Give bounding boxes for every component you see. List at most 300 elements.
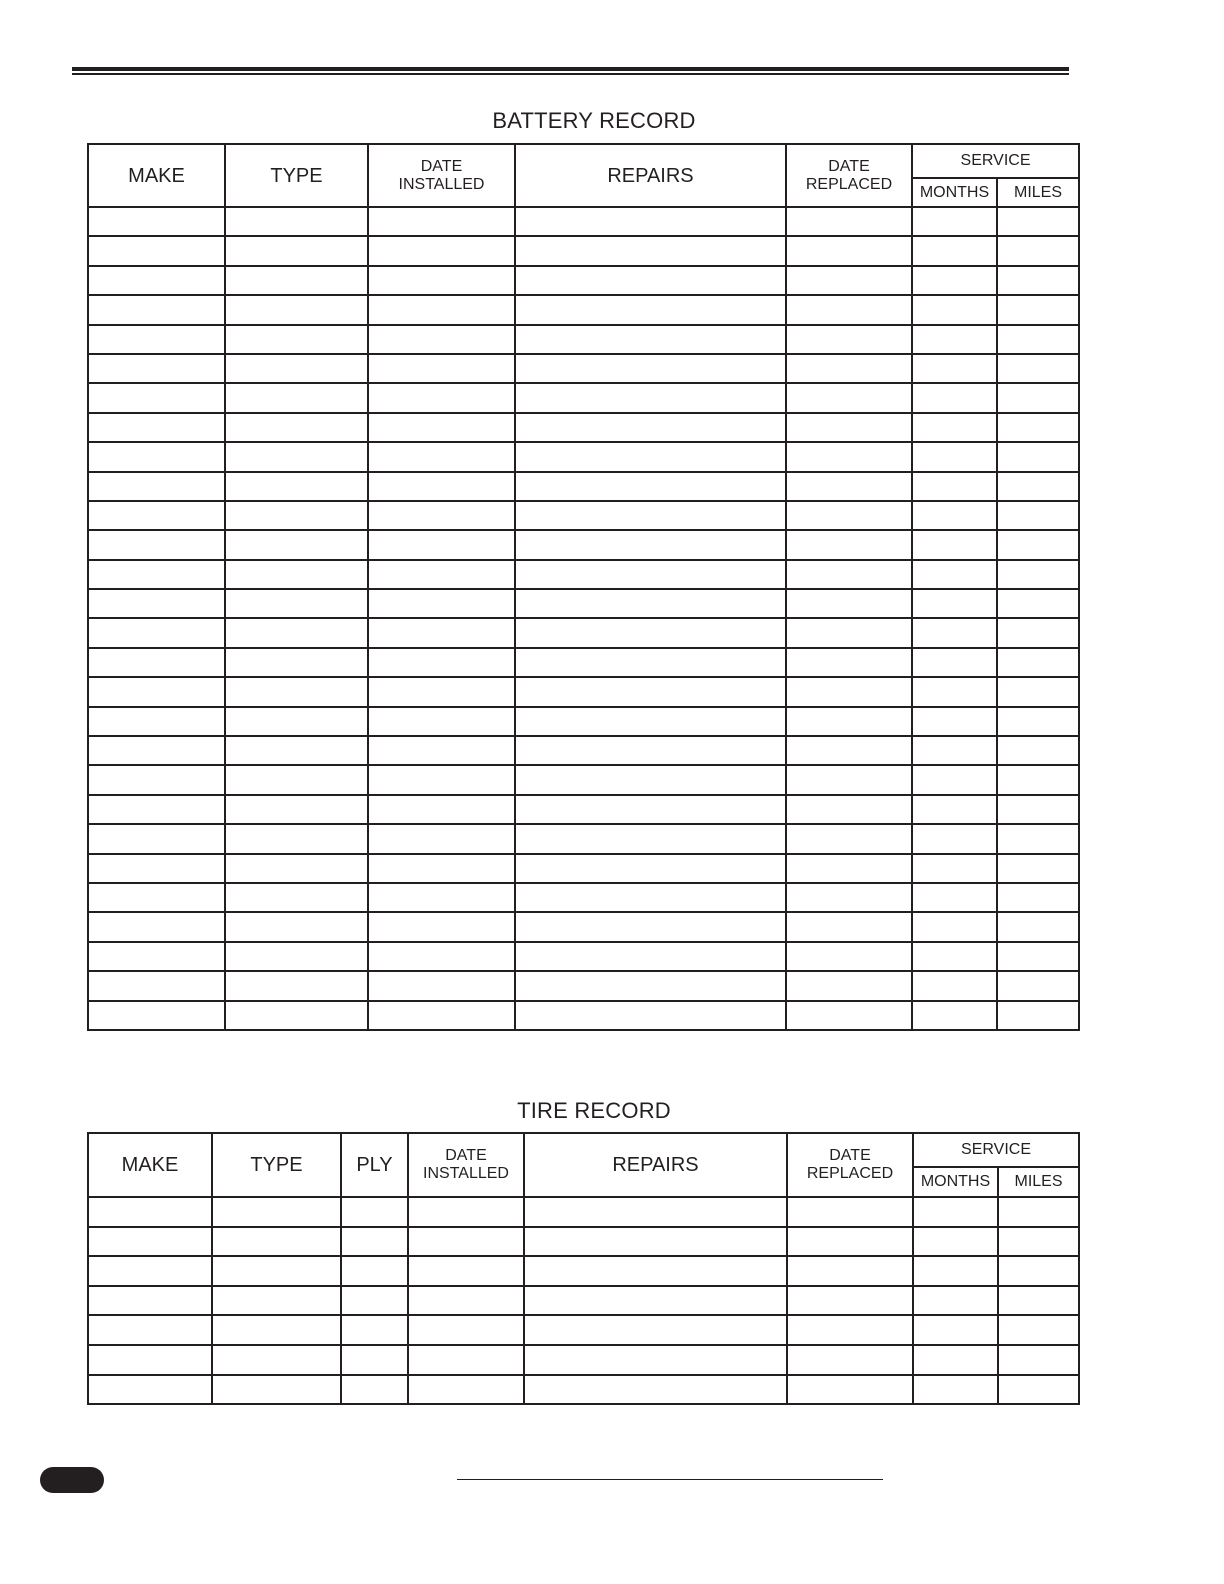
- battery-record-cell[interactable]: [912, 883, 997, 912]
- tire-record-cell[interactable]: [408, 1345, 524, 1375]
- tire-record-cell[interactable]: [408, 1227, 524, 1257]
- tire-record-cell[interactable]: [787, 1256, 913, 1286]
- battery-col-date-replaced-line1: DATE: [828, 157, 870, 175]
- battery-record-cell[interactable]: [786, 354, 912, 383]
- battery-record-cell[interactable]: [912, 236, 997, 265]
- battery-record-cell[interactable]: [88, 472, 225, 501]
- battery-record-cell[interactable]: [786, 824, 912, 853]
- battery-record-cell[interactable]: [786, 765, 912, 794]
- battery-record-cell[interactable]: [786, 207, 912, 236]
- battery-record-cell[interactable]: [515, 589, 786, 618]
- tire-record-cell[interactable]: [998, 1345, 1079, 1375]
- tire-record-cell[interactable]: [524, 1286, 787, 1316]
- battery-record-cell[interactable]: [786, 295, 912, 324]
- battery-record-row: [88, 589, 1079, 618]
- battery-record-cell[interactable]: [786, 707, 912, 736]
- battery-record-cell[interactable]: [515, 383, 786, 412]
- battery-record-cell[interactable]: [912, 677, 997, 706]
- battery-record-cell[interactable]: [997, 1001, 1079, 1030]
- battery-record-cell[interactable]: [88, 677, 225, 706]
- battery-record-cell[interactable]: [368, 912, 515, 941]
- battery-record-row: [88, 236, 1079, 265]
- tire-record-cell[interactable]: [341, 1256, 408, 1286]
- battery-record-cell[interactable]: [786, 912, 912, 941]
- battery-record-cell[interactable]: [912, 472, 997, 501]
- top-rule-thin: [72, 73, 1069, 75]
- battery-record-row: [88, 325, 1079, 354]
- battery-record-cell[interactable]: [368, 266, 515, 295]
- battery-record-cell[interactable]: [368, 854, 515, 883]
- battery-record-cell[interactable]: [786, 383, 912, 412]
- battery-record-cell[interactable]: [88, 530, 225, 559]
- battery-record-cell[interactable]: [786, 883, 912, 912]
- battery-record-cell[interactable]: [912, 295, 997, 324]
- battery-record-cell[interactable]: [912, 795, 997, 824]
- battery-record-cell[interactable]: [225, 442, 368, 471]
- tire-record-cell[interactable]: [913, 1375, 998, 1405]
- battery-record-cell[interactable]: [997, 795, 1079, 824]
- battery-record-row: [88, 971, 1079, 1000]
- battery-record-cell[interactable]: [225, 883, 368, 912]
- battery-record-cell[interactable]: [515, 472, 786, 501]
- battery-record-row: [88, 883, 1079, 912]
- battery-record-cell[interactable]: [88, 736, 225, 765]
- battery-record-cell[interactable]: [88, 942, 225, 971]
- battery-record-cell[interactable]: [88, 765, 225, 794]
- tire-record-cell[interactable]: [998, 1227, 1079, 1257]
- battery-record-cell[interactable]: [368, 736, 515, 765]
- tire-record-cell[interactable]: [524, 1345, 787, 1375]
- battery-record-cell[interactable]: [997, 530, 1079, 559]
- battery-record-cell[interactable]: [88, 618, 225, 647]
- tire-record-cell[interactable]: [341, 1315, 408, 1345]
- battery-record-cell[interactable]: [912, 707, 997, 736]
- battery-record-cell[interactable]: [225, 1001, 368, 1030]
- battery-record-cell[interactable]: [786, 618, 912, 647]
- battery-record-cell[interactable]: [515, 707, 786, 736]
- battery-record-cell[interactable]: [786, 971, 912, 1000]
- battery-record-cell[interactable]: [515, 883, 786, 912]
- tire-record-cell[interactable]: [212, 1227, 341, 1257]
- tire-record-cell[interactable]: [524, 1315, 787, 1345]
- battery-record-cell[interactable]: [912, 530, 997, 559]
- battery-record-cell[interactable]: [997, 560, 1079, 589]
- battery-record-cell[interactable]: [368, 883, 515, 912]
- battery-record-row: [88, 295, 1079, 324]
- battery-record-cell[interactable]: [515, 854, 786, 883]
- tire-record-cell[interactable]: [341, 1197, 408, 1227]
- tire-record-cell[interactable]: [524, 1256, 787, 1286]
- battery-record-cell[interactable]: [515, 971, 786, 1000]
- tire-col-date-installed-line1: DATE: [445, 1147, 487, 1165]
- battery-record-cell[interactable]: [997, 883, 1079, 912]
- battery-record-cell[interactable]: [515, 354, 786, 383]
- tire-record-cell[interactable]: [524, 1227, 787, 1257]
- battery-record-row: [88, 736, 1079, 765]
- tire-record-cell[interactable]: [408, 1256, 524, 1286]
- battery-record-cell[interactable]: [515, 501, 786, 530]
- tire-record-cell[interactable]: [341, 1375, 408, 1405]
- tire-record-cell[interactable]: [787, 1227, 913, 1257]
- battery-record-cell[interactable]: [997, 295, 1079, 324]
- tire-record-cell[interactable]: [88, 1375, 212, 1405]
- battery-record-cell[interactable]: [88, 912, 225, 941]
- battery-record-cell[interactable]: [88, 589, 225, 618]
- footer-rule: [457, 1479, 883, 1480]
- battery-record-cell[interactable]: [515, 236, 786, 265]
- battery-record-cell[interactable]: [368, 207, 515, 236]
- tire-record-cell[interactable]: [88, 1286, 212, 1316]
- battery-record-cell[interactable]: [368, 648, 515, 677]
- tire-col-months: MONTHS: [913, 1167, 998, 1197]
- battery-record-row: [88, 413, 1079, 442]
- battery-record-cell[interactable]: [368, 295, 515, 324]
- battery-record-row: [88, 618, 1079, 647]
- tire-record-cell[interactable]: [212, 1375, 341, 1405]
- tire-record-cell[interactable]: [341, 1227, 408, 1257]
- battery-record-cell[interactable]: [368, 501, 515, 530]
- tire-record-row: [88, 1286, 1079, 1316]
- tire-col-date-replaced-line1: DATE: [829, 1147, 871, 1165]
- battery-record-cell[interactable]: [786, 530, 912, 559]
- battery-col-date-installed: [368, 144, 515, 207]
- tire-col-date-installed-line2: INSTALLED: [423, 1165, 509, 1182]
- battery-record-cell[interactable]: [912, 765, 997, 794]
- battery-record-cell[interactable]: [912, 383, 997, 412]
- battery-record-cell[interactable]: [997, 442, 1079, 471]
- tire-record-cell[interactable]: [212, 1345, 341, 1375]
- battery-record-cell[interactable]: [515, 266, 786, 295]
- battery-record-cell[interactable]: [368, 971, 515, 1000]
- battery-record-cell[interactable]: [997, 207, 1079, 236]
- battery-record-cell[interactable]: [912, 824, 997, 853]
- battery-record-cell[interactable]: [88, 560, 225, 589]
- tire-record-cell[interactable]: [212, 1256, 341, 1286]
- battery-record-cell[interactable]: [786, 236, 912, 265]
- battery-record-cell[interactable]: [515, 736, 786, 765]
- battery-col-miles: MILES: [997, 178, 1079, 207]
- battery-record-cell[interactable]: [225, 207, 368, 236]
- tire-record-cell[interactable]: [408, 1286, 524, 1316]
- battery-record-cell[interactable]: [515, 618, 786, 647]
- battery-record-cell[interactable]: [88, 325, 225, 354]
- battery-record-cell[interactable]: [225, 677, 368, 706]
- battery-record-cell[interactable]: [786, 942, 912, 971]
- battery-record-cell[interactable]: [225, 618, 368, 647]
- tire-record-cell[interactable]: [913, 1197, 998, 1227]
- battery-record-cell[interactable]: [997, 648, 1079, 677]
- battery-record-cell[interactable]: [515, 207, 786, 236]
- battery-record-cell[interactable]: [786, 560, 912, 589]
- battery-record-row: [88, 354, 1079, 383]
- battery-record-cell[interactable]: [225, 236, 368, 265]
- battery-record-row: [88, 530, 1079, 559]
- tire-record-cell[interactable]: [212, 1197, 341, 1227]
- tire-record-cell[interactable]: [341, 1286, 408, 1316]
- battery-record-cell[interactable]: [88, 207, 225, 236]
- battery-record-cell[interactable]: [225, 707, 368, 736]
- battery-record-row: [88, 765, 1079, 794]
- battery-record-cell[interactable]: [88, 442, 225, 471]
- battery-record-cell[interactable]: [368, 383, 515, 412]
- battery-record-cell[interactable]: [997, 765, 1079, 794]
- battery-record-cell[interactable]: [515, 413, 786, 442]
- battery-record-cell[interactable]: [997, 971, 1079, 1000]
- battery-record-cell[interactable]: [225, 942, 368, 971]
- battery-record-cell[interactable]: [786, 472, 912, 501]
- tire-col-repairs: REPAIRS: [524, 1133, 787, 1197]
- battery-record-cell[interactable]: [368, 618, 515, 647]
- battery-record-cell[interactable]: [912, 589, 997, 618]
- battery-record-cell[interactable]: [515, 325, 786, 354]
- battery-record-cell[interactable]: [88, 648, 225, 677]
- battery-record-cell[interactable]: [997, 472, 1079, 501]
- tire-record-cell[interactable]: [913, 1286, 998, 1316]
- battery-record-cell[interactable]: [997, 824, 1079, 853]
- battery-record-cell[interactable]: [912, 942, 997, 971]
- battery-record-cell[interactable]: [88, 383, 225, 412]
- battery-record-cell[interactable]: [88, 971, 225, 1000]
- tire-record-cell[interactable]: [341, 1345, 408, 1375]
- battery-record-cell[interactable]: [786, 589, 912, 618]
- tire-record-row: [88, 1197, 1079, 1227]
- battery-record-cell[interactable]: [997, 236, 1079, 265]
- tire-record-cell[interactable]: [88, 1256, 212, 1286]
- battery-record-cell[interactable]: [515, 442, 786, 471]
- battery-record-cell[interactable]: [368, 795, 515, 824]
- battery-record-cell[interactable]: [786, 1001, 912, 1030]
- battery-record-cell[interactable]: [368, 1001, 515, 1030]
- battery-record-cell[interactable]: [225, 854, 368, 883]
- battery-record-cell[interactable]: [88, 413, 225, 442]
- battery-record-cell[interactable]: [88, 824, 225, 853]
- battery-record-cell[interactable]: [368, 354, 515, 383]
- battery-record-cell[interactable]: [88, 707, 225, 736]
- battery-record-cell[interactable]: [368, 560, 515, 589]
- battery-record-cell[interactable]: [368, 707, 515, 736]
- battery-record-cell[interactable]: [225, 765, 368, 794]
- battery-record-cell[interactable]: [997, 501, 1079, 530]
- tire-record-cell[interactable]: [88, 1315, 212, 1345]
- battery-record-row: [88, 707, 1079, 736]
- battery-record-cell[interactable]: [786, 442, 912, 471]
- battery-record-cell[interactable]: [997, 736, 1079, 765]
- tire-col-service: SERVICE: [913, 1133, 1079, 1167]
- battery-record-cell[interactable]: [368, 530, 515, 559]
- battery-record-cell[interactable]: [912, 442, 997, 471]
- battery-record-cell[interactable]: [88, 266, 225, 295]
- battery-record-cell[interactable]: [786, 501, 912, 530]
- battery-record-cell[interactable]: [997, 942, 1079, 971]
- tire-record-cell[interactable]: [787, 1286, 913, 1316]
- tire-record-cell[interactable]: [998, 1256, 1079, 1286]
- battery-record-cell[interactable]: [912, 354, 997, 383]
- battery-record-cell[interactable]: [225, 648, 368, 677]
- battery-record-cell[interactable]: [368, 942, 515, 971]
- battery-record-row: [88, 442, 1079, 471]
- tire-record-cell[interactable]: [212, 1315, 341, 1345]
- tire-record-cell[interactable]: [212, 1286, 341, 1316]
- battery-record-cell[interactable]: [225, 912, 368, 941]
- battery-record-cell[interactable]: [88, 354, 225, 383]
- battery-record-cell[interactable]: [515, 530, 786, 559]
- battery-record-cell[interactable]: [225, 501, 368, 530]
- battery-record-cell[interactable]: [515, 677, 786, 706]
- battery-record-cell[interactable]: [997, 912, 1079, 941]
- battery-record-cell[interactable]: [912, 501, 997, 530]
- tire-record-row: [88, 1375, 1079, 1405]
- battery-record-cell[interactable]: [225, 530, 368, 559]
- tire-rows: [88, 1197, 1079, 1404]
- battery-record-cell[interactable]: [368, 677, 515, 706]
- tire-record-cell[interactable]: [913, 1345, 998, 1375]
- battery-record-cell[interactable]: [997, 677, 1079, 706]
- battery-record-cell[interactable]: [88, 236, 225, 265]
- battery-record-title: BATTERY RECORD: [492, 108, 696, 133]
- battery-record-cell[interactable]: [225, 325, 368, 354]
- battery-record-cell[interactable]: [225, 295, 368, 324]
- battery-record-cell[interactable]: [368, 413, 515, 442]
- battery-record-cell[interactable]: [786, 736, 912, 765]
- tire-record-cell[interactable]: [913, 1315, 998, 1345]
- battery-record-cell[interactable]: [912, 854, 997, 883]
- battery-record-cell[interactable]: [88, 1001, 225, 1030]
- battery-record-cell[interactable]: [368, 472, 515, 501]
- battery-record-cell[interactable]: [368, 442, 515, 471]
- tire-col-date-installed: [408, 1133, 524, 1197]
- battery-record-cell[interactable]: [515, 295, 786, 324]
- battery-record-cell[interactable]: [786, 413, 912, 442]
- battery-record-cell[interactable]: [997, 854, 1079, 883]
- tire-record-cell[interactable]: [524, 1375, 787, 1405]
- battery-col-date-installed-line1: DATE: [420, 157, 463, 175]
- battery-record-row: [88, 207, 1079, 236]
- battery-record-cell[interactable]: [997, 325, 1079, 354]
- tire-record-cell[interactable]: [88, 1197, 212, 1227]
- battery-record-cell[interactable]: [997, 354, 1079, 383]
- battery-record-cell[interactable]: [368, 765, 515, 794]
- battery-record-cell[interactable]: [225, 560, 368, 589]
- battery-record-cell[interactable]: [225, 795, 368, 824]
- battery-col-service: SERVICE: [912, 144, 1079, 178]
- battery-record-cell[interactable]: [912, 325, 997, 354]
- battery-record-cell[interactable]: [515, 824, 786, 853]
- battery-record-row: [88, 677, 1079, 706]
- battery-record-cell[interactable]: [368, 325, 515, 354]
- battery-record-cell[interactable]: [997, 589, 1079, 618]
- battery-record-cell[interactable]: [88, 295, 225, 324]
- battery-record-cell[interactable]: [225, 589, 368, 618]
- tire-record-cell[interactable]: [408, 1197, 524, 1227]
- tire-record-cell[interactable]: [408, 1375, 524, 1405]
- battery-record-cell[interactable]: [912, 560, 997, 589]
- battery-record-cell[interactable]: [912, 413, 997, 442]
- battery-record-table: [87, 143, 1080, 1031]
- battery-record-cell[interactable]: [515, 942, 786, 971]
- battery-record-cell[interactable]: [88, 883, 225, 912]
- battery-record-cell[interactable]: [912, 971, 997, 1000]
- battery-record-cell[interactable]: [786, 795, 912, 824]
- battery-record-cell[interactable]: [997, 618, 1079, 647]
- battery-record-cell[interactable]: [912, 266, 997, 295]
- tire-record-cell[interactable]: [913, 1256, 998, 1286]
- battery-record-cell[interactable]: [912, 618, 997, 647]
- battery-record-cell[interactable]: [225, 824, 368, 853]
- battery-record-cell[interactable]: [786, 648, 912, 677]
- battery-record-cell[interactable]: [515, 795, 786, 824]
- battery-record-cell[interactable]: [225, 736, 368, 765]
- page-number-tab: [40, 1467, 104, 1493]
- tire-record-cell[interactable]: [787, 1345, 913, 1375]
- battery-record-cell[interactable]: [88, 795, 225, 824]
- tire-record-cell[interactable]: [998, 1375, 1079, 1405]
- top-rule-thick: [72, 67, 1069, 71]
- tire-record-row: [88, 1227, 1079, 1257]
- tire-record-cell[interactable]: [998, 1197, 1079, 1227]
- tire-col-date-replaced: [787, 1133, 913, 1197]
- battery-record-cell[interactable]: [368, 824, 515, 853]
- tire-record-row: [88, 1315, 1079, 1345]
- tire-col-miles: MILES: [998, 1167, 1079, 1197]
- battery-record-cell[interactable]: [515, 648, 786, 677]
- tire-record-cell[interactable]: [408, 1315, 524, 1345]
- battery-col-date-replaced: [786, 144, 912, 207]
- battery-record-cell[interactable]: [786, 854, 912, 883]
- battery-record-cell[interactable]: [997, 383, 1079, 412]
- battery-record-cell[interactable]: [912, 207, 997, 236]
- battery-record-cell[interactable]: [912, 912, 997, 941]
- battery-record-cell[interactable]: [997, 707, 1079, 736]
- battery-record-cell[interactable]: [912, 1001, 997, 1030]
- battery-record-cell[interactable]: [786, 266, 912, 295]
- battery-record-cell[interactable]: [225, 413, 368, 442]
- battery-record-cell[interactable]: [515, 765, 786, 794]
- battery-record-row: [88, 912, 1079, 941]
- battery-record-cell[interactable]: [786, 677, 912, 706]
- battery-record-cell[interactable]: [515, 912, 786, 941]
- battery-record-row: [88, 560, 1079, 589]
- battery-record-cell[interactable]: [515, 1001, 786, 1030]
- tire-record-row: [88, 1256, 1079, 1286]
- battery-col-months: MONTHS: [912, 178, 997, 207]
- battery-record-cell[interactable]: [225, 971, 368, 1000]
- battery-record-cell[interactable]: [225, 472, 368, 501]
- tire-record-cell[interactable]: [787, 1197, 913, 1227]
- battery-record-cell[interactable]: [912, 648, 997, 677]
- battery-record-cell[interactable]: [225, 383, 368, 412]
- tire-record-cell[interactable]: [88, 1345, 212, 1375]
- tire-record-cell[interactable]: [787, 1315, 913, 1345]
- battery-record-cell[interactable]: [225, 266, 368, 295]
- battery-record-cell[interactable]: [515, 560, 786, 589]
- battery-record-cell[interactable]: [368, 236, 515, 265]
- battery-record-cell[interactable]: [997, 266, 1079, 295]
- tire-record-cell[interactable]: [913, 1227, 998, 1257]
- battery-record-cell[interactable]: [368, 589, 515, 618]
- battery-record-cell[interactable]: [88, 501, 225, 530]
- battery-record-cell[interactable]: [997, 413, 1079, 442]
- battery-record-cell[interactable]: [225, 354, 368, 383]
- tire-record-cell[interactable]: [88, 1227, 212, 1257]
- battery-col-make: MAKE: [88, 144, 225, 207]
- tire-record-cell[interactable]: [524, 1197, 787, 1227]
- tire-record-cell[interactable]: [998, 1315, 1079, 1345]
- tire-record-cell[interactable]: [998, 1286, 1079, 1316]
- battery-record-cell[interactable]: [912, 736, 997, 765]
- battery-record-cell[interactable]: [88, 854, 225, 883]
- tire-record-cell[interactable]: [787, 1375, 913, 1405]
- battery-record-cell[interactable]: [786, 325, 912, 354]
